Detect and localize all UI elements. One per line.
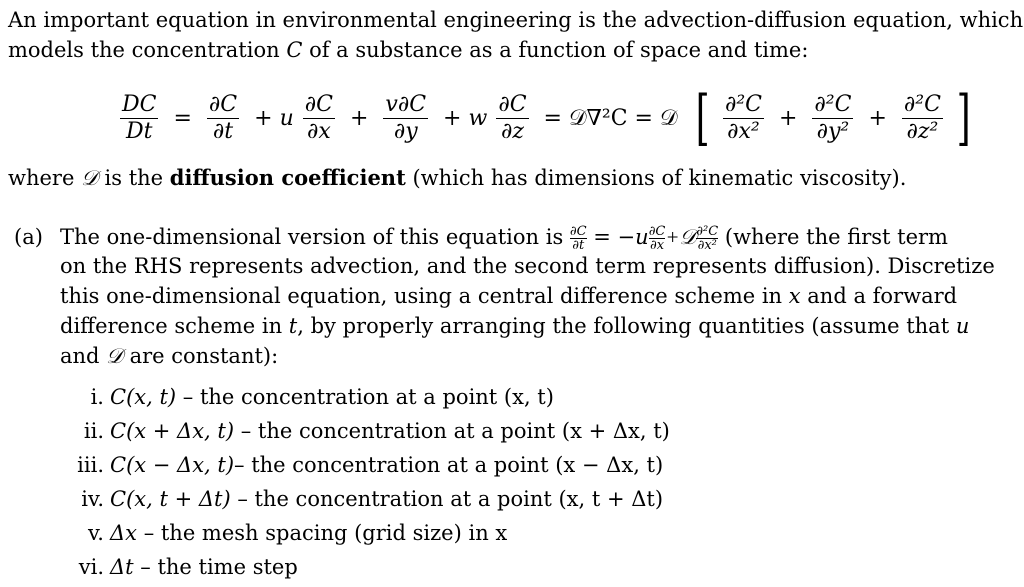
item-expression: C(x, t) [110, 385, 177, 409]
where-mid: is the [97, 166, 170, 190]
d1-num: ∂²C [724, 91, 762, 117]
equals-sign: = [173, 105, 192, 131]
w-coefficient: + w [443, 105, 488, 131]
item-number: iv. [81, 487, 104, 511]
part-a-line-4-pre: difference scheme in [60, 314, 289, 338]
t2-den: ∂x [306, 118, 331, 144]
t3-num: v∂C [385, 91, 427, 117]
lhs-fraction [120, 92, 158, 145]
inline-time-derivative [570, 225, 587, 252]
list-item [64, 383, 670, 417]
inline-equals-u: = −u [593, 225, 649, 249]
intro-line-2 [8, 36, 808, 64]
part-a-line-2: on the RHS represents advection, and the second term represents diffusion). Discretize [60, 254, 995, 278]
z-derivative [496, 92, 528, 145]
lhs-den: Dt [126, 118, 153, 144]
left-bracket: [ [695, 83, 710, 153]
item-expression: C(x + Δx, t) [110, 419, 235, 443]
item-expression: C(x − Δx, t) [110, 453, 235, 477]
inline-x-derivative [649, 225, 666, 252]
inline-a-den: ∂t [572, 238, 585, 253]
item-number: vi. [78, 555, 104, 579]
intro-line-2-pre: models the concentration [8, 38, 287, 62]
part-a-line-1-pre: The one-dimensional version of this equation is [60, 225, 564, 249]
diffusion-symbol-2: 𝒟 [106, 344, 123, 368]
part-a-label: (a) [14, 225, 43, 249]
item-description: – the concentration at a point (x − Δx, t) [234, 453, 664, 477]
inline-plus-d: +𝒟 [665, 225, 697, 249]
item-expression: Δt [110, 555, 134, 579]
yy-derivative [812, 92, 853, 145]
diffusion-symbol: 𝒟 [81, 166, 98, 190]
item-number: i. [90, 385, 104, 409]
part-a-line-5 [60, 342, 278, 370]
diffusion-coefficient-term: diffusion coefficient [169, 165, 406, 190]
t4-num: ∂C [498, 91, 527, 117]
x-derivative [303, 92, 335, 145]
inline-a-num: ∂C [569, 224, 587, 239]
part-a-line-1-post: (where the first term [724, 225, 948, 249]
diffusion-operator: = 𝒟∇²C = 𝒟 [543, 105, 678, 131]
part-a-line-3-post: and a forward [800, 284, 958, 308]
part-a-line-3-pre: this one-dimensional equation, using a central difference scheme in [60, 284, 789, 308]
var-x: x [788, 284, 801, 308]
part-a-line-5-post: are constant): [122, 344, 279, 368]
y-derivative [383, 92, 428, 145]
list-item [64, 519, 670, 553]
where-line [8, 164, 906, 192]
d3-den: ∂z² [906, 118, 939, 144]
lhs-num: DC [122, 91, 157, 117]
part-a-line-3 [60, 282, 957, 310]
item-description: – the mesh spacing (grid size) in x [137, 521, 508, 545]
list-item [64, 451, 670, 485]
var-u: u [955, 314, 970, 338]
item-description: – the concentration at a point (x + Δx, t) [234, 419, 670, 443]
d2-den: ∂y² [816, 118, 850, 144]
inline-e-den: ∂x² [697, 238, 717, 253]
item-number: iii. [77, 453, 104, 477]
plus-sign: + [349, 105, 369, 131]
d3-num: ∂²C [903, 91, 941, 117]
d1-den: ∂x² [727, 118, 760, 144]
t4-den: ∂z [500, 118, 524, 144]
t2-num: ∂C [304, 91, 333, 117]
intro-line-1: An important equation in environmental engineering is the advection-diffusion equation, which [8, 8, 1024, 32]
zz-derivative [902, 92, 943, 145]
right-bracket: ] [956, 83, 971, 153]
item-description: – the time step [133, 555, 298, 579]
list-item [64, 417, 670, 451]
item-expression: Δx [110, 521, 138, 545]
intro-line-2-post: of a substance as a function of space and time: [302, 38, 809, 62]
where-pre: where [8, 166, 82, 190]
time-derivative [207, 92, 239, 145]
item-number: ii. [83, 419, 104, 443]
part-a-line-4-post: , by properly arranging the following quantities (assume that [297, 314, 956, 338]
t1-num: ∂C [208, 91, 238, 117]
advection-diffusion-equation [118, 83, 975, 153]
t3-den: ∂y [393, 118, 418, 144]
inline-c-num: ∂C [648, 224, 666, 239]
list-item [64, 553, 670, 587]
part-a-line-5-pre: and [60, 344, 107, 368]
u-coefficient: + u [254, 105, 294, 131]
inline-c-den: ∂x [649, 238, 665, 253]
inline-e-num: ∂²C [696, 224, 719, 239]
part-a-line-4 [60, 312, 969, 340]
item-number: v. [87, 521, 104, 545]
where-post: (which has dimensions of kinematic viscosity). [405, 166, 907, 190]
plus-sign: + [868, 105, 887, 131]
plus-sign: + [778, 105, 798, 131]
t1-den: ∂t [212, 118, 234, 144]
concentration-symbol: C [286, 38, 303, 62]
inline-xx-derivative [696, 225, 718, 252]
item-expression: C(x, t + Δt) [110, 487, 231, 511]
list-item [64, 485, 670, 519]
d2-num: ∂²C [814, 91, 852, 117]
item-description: – the concentration at a point (x, t + Δt) [230, 487, 664, 511]
xx-derivative [723, 92, 764, 145]
quantities-list [64, 383, 670, 587]
part-a-line-1 [60, 223, 948, 252]
item-description: – the concentration at a point (x, t) [176, 385, 554, 409]
var-t: t [288, 314, 298, 338]
